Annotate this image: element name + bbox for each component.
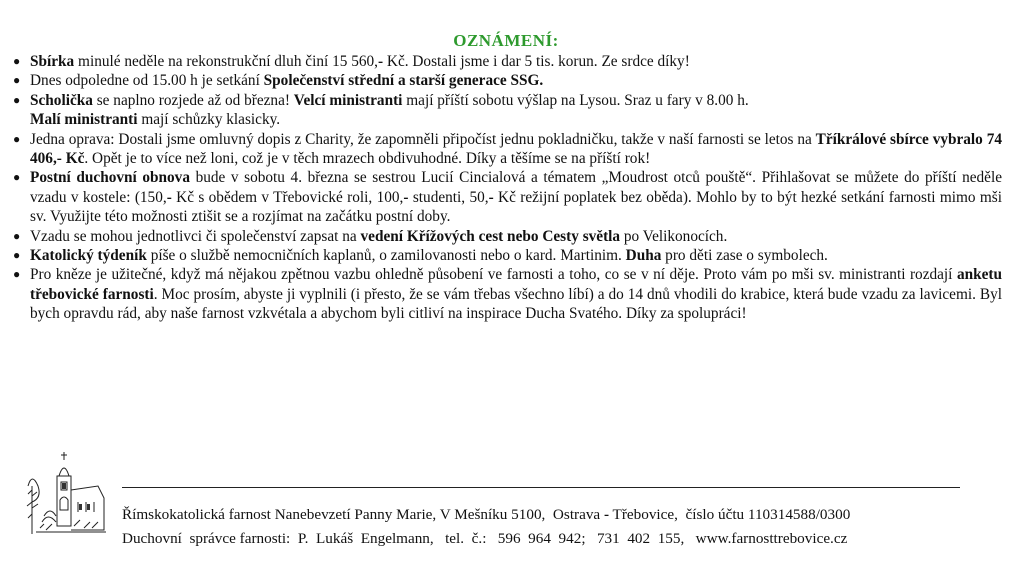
bold-text: Společenství střední a starší generace SSG.	[263, 72, 544, 90]
bullet-icon: ●	[13, 170, 21, 185]
text-run: Kč s obědem v Třebovické roli, 100,	[171, 188, 404, 206]
bold-text: Duha	[625, 247, 662, 265]
announcement-text	[30, 92, 749, 128]
text-run: studenti, 50,	[408, 188, 489, 206]
bullet-icon: ●	[13, 248, 21, 263]
text-run: se naplno rozjede až od března!	[92, 91, 294, 109]
bold-text: Scholička	[30, 91, 93, 109]
text-run: Jedna oprava: Dostali jsme omluvný dopis z Charity, že zapomněli připočíst jednu pokladničku, takže v naší farnosti se letos na	[30, 130, 816, 148]
text-run: Kč režijní poplatek bez oběda). Mohlo by to být hezké setkání farnosti mimo mši sv. Využijte této možnosti ztišit se a rozjímat na začátku postní doby.	[30, 188, 1002, 226]
text-run: po Velikonocích.	[620, 227, 728, 245]
announcement-text	[30, 53, 690, 70]
text-run: Vzadu se mohou jednotlivci či společenství zapsat na	[30, 227, 361, 245]
footer-address-line	[122, 503, 850, 527]
bold-text: Malí ministranti	[30, 111, 138, 129]
text-run: mají příští sobotu výšlap na Lysou. Sraz u fary v 8.00 h.	[402, 91, 749, 109]
announcement-item	[12, 52, 1002, 71]
announcement-item	[12, 227, 1002, 246]
footer-dash: -	[603, 506, 610, 523]
bold-text: -	[403, 188, 409, 206]
bold-text: -	[488, 188, 494, 206]
bold-text: Postní duchovní obnova	[30, 169, 190, 187]
text-run: Pro kněze je užitečné, když má nějakou zpětnou vazbu ohledně působení ve farnosti a toho, co se v ní děje. Proto vám po mši sv. ministranti rozdají	[30, 266, 957, 284]
announcement-text	[30, 266, 1002, 322]
text-run: . Opět je to více než loni, což je v těch mrazech obdivuhodné. Díky a těšíme se na příští rok!	[84, 150, 651, 168]
footer-divider	[122, 487, 960, 488]
bullet-icon: ●	[13, 73, 21, 88]
text-run: píše o službě nemocničních kaplanů, o zamilovanosti nebo o kard. Martinim.	[146, 247, 626, 265]
bold-text: -	[377, 53, 384, 70]
announcement-text	[30, 169, 1002, 225]
announcement-item	[12, 168, 1002, 226]
announcement-item	[12, 130, 1002, 169]
bullet-icon: ●	[13, 267, 21, 282]
bullet-icon: ●	[13, 54, 21, 68]
text-run: bude v sobotu 4. března se sestrou Lucií Cincialová a tématem „Moudrost otců pouště“. Přihlašovat se můžete do příští neděle vzadu v kostele: (150,	[30, 169, 1002, 206]
text-run: Kč. Dostali jsme i dar 5 tis. korun. Ze srdce díky!	[383, 53, 690, 70]
page-title: OZNÁMENÍ:	[453, 31, 559, 50]
bold-text: vedení Křížových cest nebo Cesty světla	[360, 227, 621, 245]
announcement-text	[30, 131, 1002, 167]
bold-text: Katolický týdeník	[30, 247, 147, 265]
announcement-list	[12, 52, 1002, 324]
text-run: . Moc prosím, abyste ji vyplnili (i přesto, že se vám třebas všechno líbí) a do 14 dnů vhodili do krabice, která bude vzadu za lavicemi. Byl bych opravdu rád, aby naše farnost vzkvétala a abychom byli citliví na inspirace Ducha Svatého. Díky za spolupráci!	[30, 285, 1002, 323]
announcement-item	[12, 91, 1002, 130]
announcement-item	[12, 265, 1002, 323]
announcement-text	[30, 228, 727, 245]
footer	[122, 503, 850, 551]
footer-address: Římskokatolická farnost Nanebevzetí Panny Marie, V Mešníku 5100, Ostrava	[122, 506, 604, 523]
bullet-icon: ●	[13, 131, 21, 146]
bold-text: -	[166, 188, 172, 206]
bold-text: anketu třebovické farnosti	[30, 266, 1002, 303]
text-run: minulé neděle na rekonstrukční dluh činí 15 560,	[74, 53, 378, 70]
text-run: mají schůzky klasicky.	[137, 111, 281, 129]
footer-contact-line: Duchovní správce farnosti: P. Lukáš Engelmann, tel. č.: 596 964 942; 731 402 155, www.farnosttrebovice.cz	[122, 530, 848, 547]
text-run: pro děti zase o symbolech.	[661, 247, 828, 265]
bold-text: Sbírka	[30, 53, 75, 70]
church-drawing-icon	[26, 446, 108, 538]
bullet-icon: ●	[13, 228, 21, 243]
bullet-icon: ●	[13, 92, 21, 107]
announcement-item	[12, 246, 1002, 265]
bold-text: Tříkrálové sbírce vybralo 74 406,- Kč	[30, 130, 1002, 168]
announcement-item	[12, 71, 1002, 90]
text-run: Dnes odpoledne od 15.00 h je setkání	[30, 72, 264, 90]
footer-account: Třebovice, číslo účtu 110314588/0300	[609, 506, 851, 523]
announcement-text	[30, 72, 543, 89]
announcement-text	[30, 247, 828, 264]
bold-text: Velcí ministranti	[293, 91, 403, 109]
